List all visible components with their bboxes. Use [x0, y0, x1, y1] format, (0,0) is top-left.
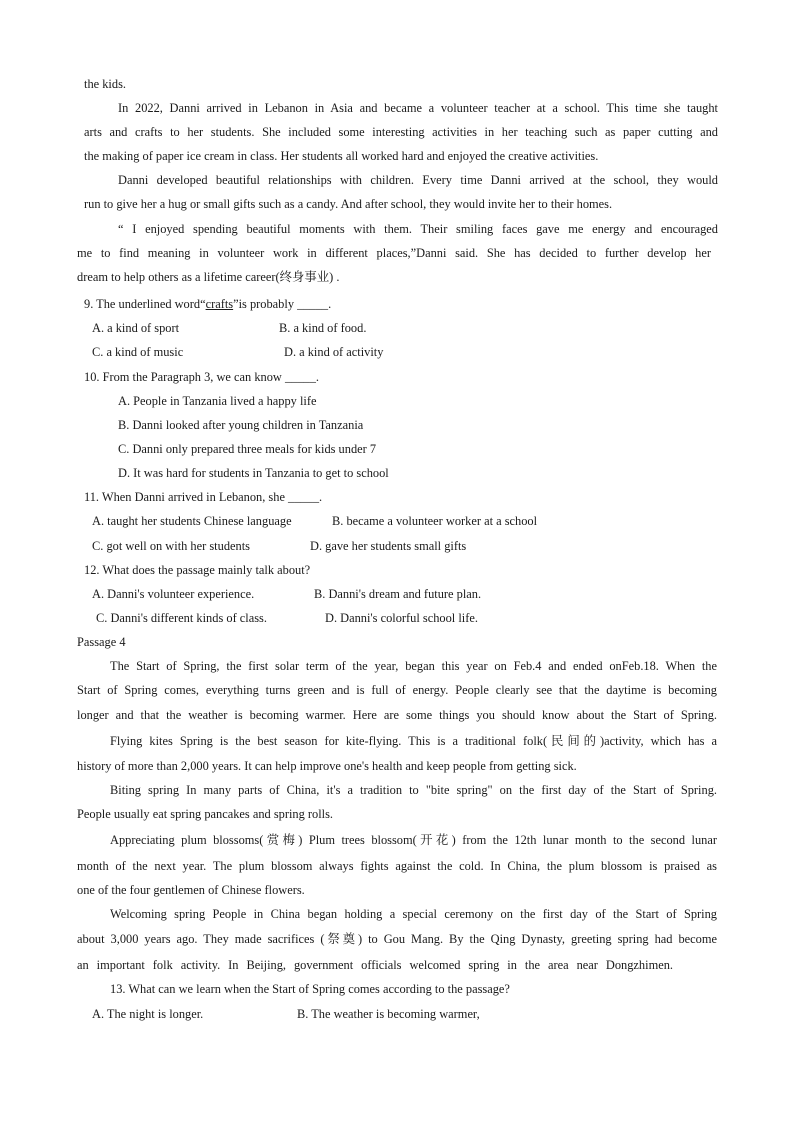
- question-13-stem: 13. What can we learn when the Start of Spring comes according to the passage?: [110, 982, 510, 996]
- question-12-stem: 12. What does the passage mainly talk about?: [84, 563, 311, 577]
- passage4-p4-line-2: month of the next year. The plum blossom always fights against the cold. In China, the plum blossom is praised as: [77, 859, 717, 873]
- passage4-p5-line-3: an important folk activity. In Beijing, government officials welcomed spring in the area near Dongzhimen.: [77, 958, 673, 972]
- question-12-option-c: C. Danni's different kinds of class.: [96, 611, 267, 625]
- question-10-option-a: A. People in Tanzania lived a happy life: [118, 394, 317, 408]
- passage4-p4-line-1: Appreciating plum blossoms(赏梅) Plum trees blossom(开花) from the 12th lunar month to the second lunar: [110, 833, 717, 847]
- question-12-option-d: D. Danni's colorful school life.: [325, 611, 478, 625]
- passage3-line-1: the kids.: [84, 77, 126, 91]
- passage4-p4-line-3: one of the four gentlemen of Chinese flowers.: [77, 883, 305, 897]
- passage4-p5-line-2: about 3,000 years ago. They made sacrifices (祭奠) to Gou Mang. By the Qing Dynasty, greeting spring had become: [77, 932, 717, 946]
- passage4-p1-line-1: The Start of Spring, the first solar term of the year, began this year on Feb.4 and ended onFeb.18. When the: [110, 659, 717, 673]
- passage4-heading: Passage 4: [77, 635, 126, 649]
- question-13-option-b: B. The weather is becoming warmer,: [297, 1007, 480, 1021]
- question-11-option-a: A. taught her students Chinese language: [92, 514, 292, 528]
- question-10-stem: 10. From the Paragraph 3, we can know _____.: [84, 370, 320, 384]
- passage4-p3-line-1: Biting spring In many parts of China, it's a tradition to "bite spring" on the first day of the Start of Spring.: [110, 783, 717, 797]
- question-11-option-d: D. gave her students small gifts: [310, 539, 467, 553]
- question-12-option-a: A. Danni's volunteer experience.: [92, 587, 255, 601]
- passage4-p3-line-2: People usually eat spring pancakes and spring rolls.: [77, 807, 334, 821]
- question-10-option-c: C. Danni only prepared three meals for kids under 7: [118, 442, 377, 456]
- question-11-stem: 11. When Danni arrived in Lebanon, she _____.: [84, 490, 323, 504]
- question-10-option-b: B. Danni looked after young children in Tanzania: [118, 418, 364, 432]
- question-11-option-c: C. got well on with her students: [92, 539, 250, 553]
- underlined-word: crafts: [205, 297, 234, 311]
- passage4-p1-line-3: longer and that the weather is becoming warmer. Here are some things you should know about the Start of Spring.: [77, 708, 717, 722]
- passage4-p2-line-1: Flying kites Spring is the best season for kite-flying. This is a traditional folk(民间的)activity, which has a: [110, 734, 717, 748]
- passage4-p1-line-2: Start of Spring comes, everything turns green and is full of energy. People clearly see that the daytime is becoming: [77, 683, 717, 697]
- passage3-line-5: Danni developed beautiful relationships with children. Every time Danni arrived at the school, they would: [118, 173, 718, 187]
- passage4-p2-line-2: history of more than 2,000 years. It can help improve one's health and keep people from getting sick.: [77, 759, 577, 773]
- passage3-line-8: me to find meaning in volunteer work in different places,”Danni said. She has decided to further develop her: [77, 246, 711, 260]
- passage3-line-6: run to give her a hug or small gifts such as a candy. And after school, they would invite her to their homes.: [84, 197, 613, 211]
- question-9-option-b: B. a kind of food.: [279, 321, 367, 335]
- question-11-option-b: B. became a volunteer worker at a school: [332, 514, 538, 528]
- passage3-line-3: arts and crafts to her students. She included some interesting activities in her teaching such as paper cutting and: [84, 125, 718, 139]
- passage3-line-2: In 2022, Danni arrived in Lebanon in Asia and became a volunteer teacher at a school. This time she taught: [118, 101, 718, 115]
- passage4-p5-line-1: Welcoming spring People in China began holding a special ceremony on the first day of the Start of Spring: [110, 907, 717, 921]
- passage3-line-9: dream to help others as a lifetime career(终身事业) .: [77, 270, 340, 284]
- question-13-option-a: A. The night is longer.: [92, 1007, 204, 1021]
- question-9-option-d: D. a kind of activity: [284, 345, 384, 359]
- question-9-option-a: A. a kind of sport: [92, 321, 180, 335]
- passage3-line-4: the making of paper ice cream in class. Her students all worked hard and enjoyed the creative activities.: [84, 149, 599, 163]
- question-12-option-b: B. Danni's dream and future plan.: [314, 587, 482, 601]
- passage3-line-7: “ I enjoyed spending beautiful moments with them. Their smiling faces gave me energy and encouraged: [118, 222, 718, 236]
- question-9-option-c: C. a kind of music: [92, 345, 184, 359]
- question-9-stem: 9. The underlined word“crafts”is probably _____.: [84, 297, 332, 311]
- question-10-option-d: D. It was hard for students in Tanzania to get to school: [118, 466, 389, 480]
